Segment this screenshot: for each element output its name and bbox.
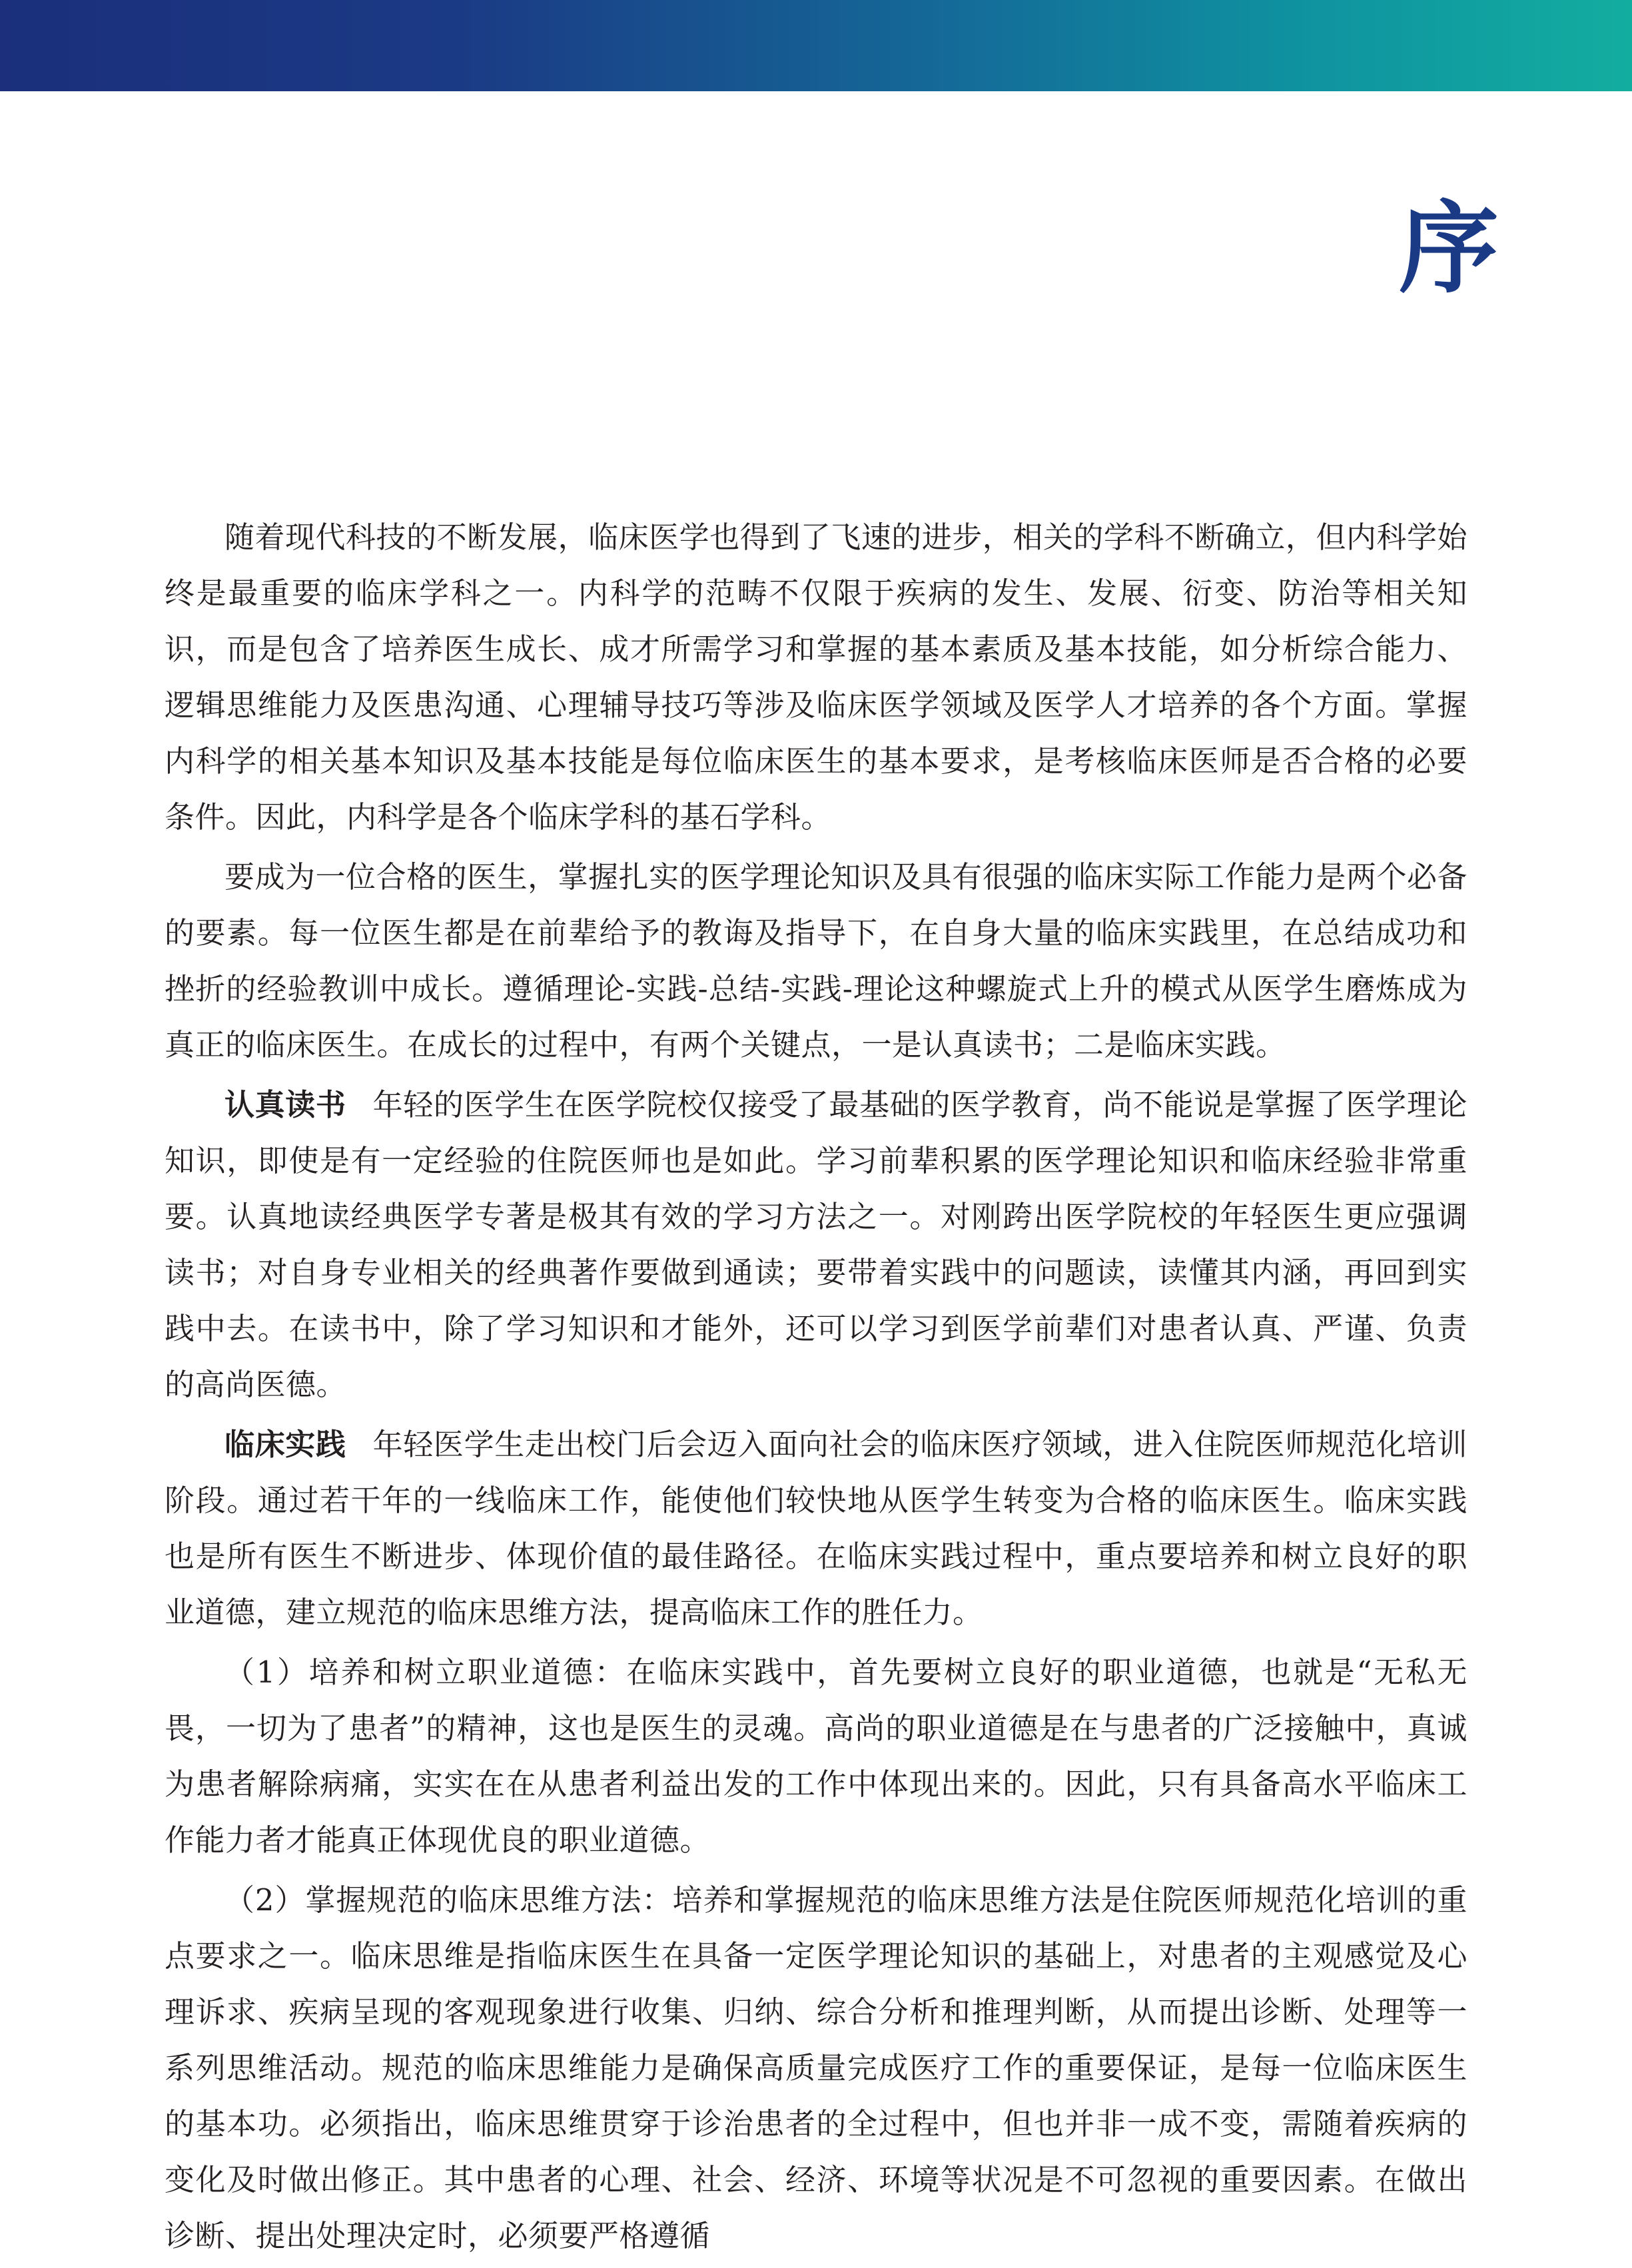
paragraph-reading <box>165 1077 1467 1413</box>
paragraph-text: （1）培养和树立职业道德：在临床实践中，首先要树立良好的职业道德，也就是“无私无畏，一切为了患者”的精神，这也是医生的灵魂。高尚的职业道德是在与患者的广泛接触中，真诚为患者解除病痛，实实在在从患者利益出发的工作中体现出来的。因此，只有具备高水平临床工作能力者才能真正体现优良的职业道德。 <box>165 1655 1467 1858</box>
paragraph-practice <box>165 1417 1467 1641</box>
page-title: 序 <box>1398 190 1499 307</box>
paragraph-text: 年轻的医学生在医学院校仅接受了最基础的医学教育，尚不能说是掌握了医学理论知识，即使是有一定经验的住院医师也是如此。学习前辈积累的医学理论知识和临床经验非常重要。认真地读经典医学专著是极其有效的学习方法之一。对刚跨出医学院校的年轻医生更应强调读书；对自身专业相关的经典著作要做到通读；要带着实践中的问题读，读懂其内涵，再回到实践中去。在读书中，除了学习知识和才能外，还可以学习到医学前辈们对患者认真、严谨、负责的高尚医德。 <box>165 1087 1467 1402</box>
paragraph-text: 要成为一位合格的医生，掌握扎实的医学理论知识及具有很强的临床实际工作能力是两个必备的要素。每一位医生都是在前辈给予的教诲及指导下，在自身大量的临床实践里，在总结成功和挫折的经验教训中成长。遵循理论-实践-总结-实践-理论这种螺旋式上升的模式从医学生磨炼成为真正的临床医生。在成长的过程中，有两个关键点，一是认真读书；二是临床实践。 <box>165 859 1467 1062</box>
lead-term-practice: 临床实践 <box>224 1427 346 1462</box>
preface-body <box>165 510 1467 2268</box>
paragraph-becoming-doctor <box>165 849 1467 1073</box>
paragraph-ethics <box>165 1645 1467 1868</box>
paragraph-intro <box>165 510 1467 845</box>
header-band <box>0 0 1632 91</box>
paragraph-text: 随着现代科技的不断发展，临床医学也得到了飞速的进步，相关的学科不断确立，但内科学始终是最重要的临床学科之一。内科学的范畴不仅限于疾病的发生、发展、衍变、防治等相关知识，而是包含了培养医生成长、成才所需学习和掌握的基本素质及基本技能，如分析综合能力、逻辑思维能力及医患沟通、心理辅导技巧等涉及临床医学领域及医学人才培养的各个方面。掌握内科学的相关基本知识及基本技能是每位临床医生的基本要求，是考核临床医师是否合格的必要条件。因此，内科学是各个临床学科的基石学科。 <box>165 520 1467 835</box>
paragraph-text: （2）掌握规范的临床思维方法：培养和掌握规范的临床思维方法是住院医师规范化培训的重点要求之一。临床思维是指临床医生在具备一定医学理论知识的基础上，对患者的主观感觉及心理诉求、疾病呈现的客观现象进行收集、归纳、综合分析和推理判断，从而提出诊断、处理等一系列思维活动。规范的临床思维能力是确保高质量完成医疗工作的重要保证，是每一位临床医生的基本功。必须指出，临床思维贯穿于诊治患者的全过程中，但也并非一成不变，需随着疾病的变化及时做出修正。其中患者的心理、社会、经济、环境等状况是不可忽视的重要因素。在做出诊断、提出处理决定时，必须要严格遵循 <box>165 1882 1467 2253</box>
lead-term-reading: 认真读书 <box>224 1087 346 1122</box>
paragraph-clinical-thinking <box>165 1872 1467 2264</box>
paragraph-text: 年轻医学生走出校门后会迈入面向社会的临床医疗领域，进入住院医师规范化培训阶段。通过若干年的一线临床工作，能使他们较快地从医学生转变为合格的临床医生。临床实践也是所有医生不断进步、体现价值的最佳路径。在临床实践过程中，重点要培养和树立良好的职业道德，建立规范的临床思维方法，提高临床工作的胜任力。 <box>165 1427 1467 1630</box>
